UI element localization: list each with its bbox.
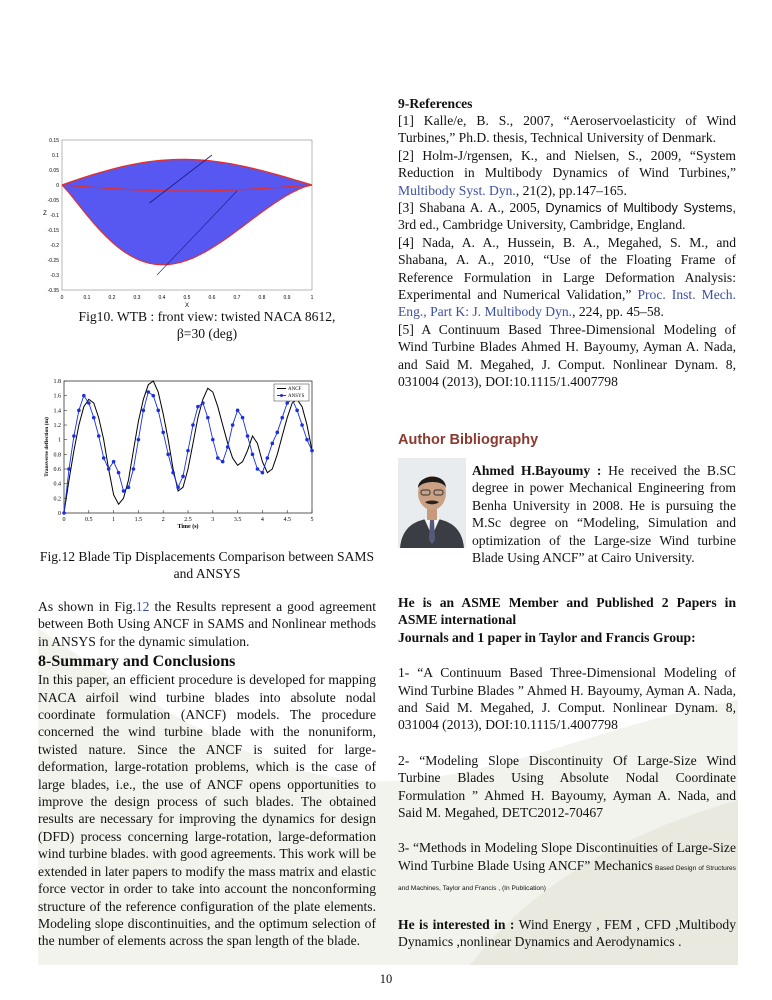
fig12-ansys-point (285, 401, 289, 405)
fig12-ansys-point (295, 409, 299, 413)
fig12-ansys-point (62, 511, 66, 515)
reference-2 (398, 147, 736, 199)
fig10-y-tick-label: 0.15 (49, 138, 59, 144)
publication-3-venue: Based Design of Structures and Machines, Taylor and Francis , (In Publication) (398, 864, 736, 893)
fig10-x-label: X (184, 303, 190, 309)
author-name: Ahmed H.Bayoumy : (472, 463, 602, 478)
fig12-ansys-point (166, 453, 170, 457)
fig12-x-tick-label: 0.5 (85, 517, 93, 523)
fig12-link[interactable]: 12 (135, 599, 150, 614)
fig12-y-tick-label: 0.4 (53, 481, 61, 488)
fig12-x-tick-label: 4 (260, 517, 264, 523)
fig12-ansys-point (137, 438, 141, 442)
reference-3-publisher: 3rd ed., Cambridge University, Cambridge, England. (398, 217, 686, 233)
author-bibliography-heading: Author Bibliography (398, 432, 539, 448)
fig12-x-tick-label: 5 (310, 517, 314, 523)
fig10-y-tick-label: -0.25 (47, 258, 59, 264)
fig10-caption-line2: β=30 (deg) (176, 326, 238, 341)
fig10-y-tick-label: -0.2 (50, 243, 59, 249)
fig10-x-tick-label: 0.9 (283, 295, 291, 301)
fig12-ansys-point (77, 409, 81, 413)
publication-1: 1- “A Continuum Based Three-Dimensional Modeling of Wind Turbine Blades ” Ahmed H. Bayoumy, Ayman A. Nada, and Said M. Megahed, J. Comput. Nonlinear Dynam. 8, 031004 (2013), DOI:10.1115/1.4007798 (398, 665, 736, 733)
fig12-caption-line2: and ANSYS (173, 566, 241, 581)
reference-4-text: [4] Nada, A. A., Hussein, B. A., Megahed, S. M., and Shabana, A. A., 2010, “Use of the Floating Frame of Reference Formulation in Large Deformation Analysis: Experimental and Numerical Validation,” (398, 234, 736, 303)
reference-2-text: [2] Holm-J/rgensen, K., and Nielsen, S., 2009, “System Reduction in Multibody Dynamics of Wind Turbines,” (398, 147, 736, 181)
reference-3 (398, 199, 736, 234)
fig12-x-tick-label: 1.5 (134, 517, 143, 523)
fig12-ansys-point (221, 460, 225, 464)
fig12-plot (40, 376, 365, 536)
fig12-ansys-point (310, 449, 314, 453)
fig12-ansys-point (92, 416, 96, 420)
fig12-x-label: Time (s) (177, 524, 199, 530)
reference-4-pages: , 224, pp. 45–58. (572, 304, 664, 320)
fig10-x-tick-label: 1 (310, 295, 314, 301)
reference-2-pages: , 21(2), pp.147–165. (515, 182, 627, 198)
left-text-block (38, 598, 376, 950)
fig12-ansys-point (226, 445, 230, 449)
fig10-y-label: Z (43, 211, 47, 217)
fig10-x-tick-label: 0.4 (158, 295, 166, 301)
fig12-ansys-point (241, 416, 245, 420)
fig12-ansys-point (261, 471, 265, 475)
fig12-ansys-point (246, 434, 250, 438)
fig12-caption-line1: Fig.12 Blade Tip Displacements Comparison between SAMS (39, 549, 375, 564)
reference-1: [1] Kalle/e, B. S., 2007, “Aeroservoelasticity of Wind Turbines,” Ph.D. thesis, Technical University of Denmark. (398, 113, 736, 146)
fig12-x-tick-label: 1 (112, 517, 116, 523)
fig10-blade-surface (62, 159, 312, 264)
fig12-ansys-point (142, 409, 146, 413)
fig10-x-tick-label: 0.3 (133, 295, 141, 301)
fig12-ansys-point (271, 442, 275, 446)
fig12-ansys-point (300, 423, 304, 427)
fig10-y-tick-label: -0.3 (50, 273, 59, 279)
fig12-ansys-point (216, 456, 220, 460)
asme-line-1: He is an ASME Member and Published 2 Papers in ASME international (398, 595, 736, 628)
fig10-caption-line1: Fig10. WTB : front view: twisted NACA 8612, (78, 309, 336, 324)
asme-line-2: Journals and 1 paper in Taylor and Francis Group: (398, 629, 696, 645)
fig12-ansys-point (151, 394, 155, 398)
fig12-ansys-point (97, 434, 101, 438)
fig12-ansys-point (117, 471, 121, 475)
fig10-x-tick-label: 0.8 (258, 295, 266, 301)
fig10-y-tick-label: -0.1 (50, 213, 59, 219)
fig12-ansys-point (127, 486, 131, 490)
fig12-x-tick-label: 3.5 (233, 517, 242, 523)
fig12-x-tick-label: 0 (62, 517, 66, 523)
fig12-ansys-point (196, 405, 200, 409)
publication-3 (398, 839, 736, 897)
reference-3-text: [3] Shabana A. A., 2005, (398, 200, 546, 216)
fig12-ansys-point (275, 431, 279, 435)
results-text-a: As shown in Fig. (38, 599, 136, 614)
fig12-ansys-point (102, 456, 106, 460)
results-paragraph (38, 598, 376, 650)
fig10-y-tick-label: -0.15 (47, 228, 59, 234)
fig12-y-tick-label: 1.8 (53, 379, 61, 385)
fig12-y-tick-label: 1 (58, 437, 61, 444)
summary-heading: 8-Summary and Conclusions (38, 653, 236, 671)
fig10-y-tick-label: 0.05 (49, 168, 59, 174)
publication-2: 2- “Modeling Slope Discontinuity Of Large-Size Wind Turbine Blades Using Absolute Nodal Coordinate Formulation ” Ahmed H. Bayoumy, Ayman A. Nada, and Said M. Megahed, DETC2012-70467 (398, 752, 736, 821)
fig12-ansys-point (161, 431, 165, 435)
fig12-x-tick-label: 3 (211, 517, 215, 523)
fig12-ansys-point (87, 401, 91, 405)
reference-2-journal-link[interactable]: Multibody Syst. Dyn. (398, 182, 516, 198)
fig12-y-tick-label: 1.6 (53, 393, 61, 400)
fig12-ansys-point (67, 467, 71, 471)
fig10-figure (40, 135, 365, 310)
references-heading: 9-References (398, 96, 473, 111)
fig12-ansys-point (251, 453, 255, 457)
author-photo (398, 458, 466, 548)
fig10-x-tick-label: 0.5 (183, 295, 191, 301)
fig12-y-tick-label: 1.2 (53, 423, 61, 429)
fig12-ansys-point (112, 460, 116, 464)
fig12-ansys-point (211, 438, 215, 442)
fig12-x-tick-label: 4.5 (283, 517, 291, 523)
fig12-ansys-point (280, 416, 284, 420)
interests (398, 916, 736, 951)
fig12-ansys-point (256, 467, 260, 471)
fig12-figure (40, 376, 365, 536)
page-number: 10 (379, 972, 393, 986)
fig12-legend-label: ANCF (288, 387, 302, 392)
fig12-legend-marker (280, 394, 283, 397)
references-section (398, 95, 736, 391)
fig10-plot (40, 135, 365, 310)
fig12-y-tick-label: 0.6 (53, 467, 61, 473)
fig12-y-tick-label: 0.8 (53, 452, 61, 459)
fig12-x-tick-label: 2.5 (184, 517, 192, 523)
fig12-ansys-point (107, 467, 111, 471)
fig12-ansys-point (231, 423, 235, 427)
author-bio-text: He received the B.SC degree in power Mechanical Engineering from Benha University in 2008. He is pursuing the M.Sc degree on “Modeling, Simulation and optimization of the Large-size Wind turbine Blade Using ANCF” at Cairo University. (472, 463, 736, 566)
fig12-ansys-point (176, 486, 180, 490)
fig12-legend-label: ANSYS (288, 394, 305, 399)
reference-5: [5] A Continuum Based Three-Dimensional Modeling of Wind Turbine Blades Ahmed H. Bayoumy, Ayman A. Nada, and Said M. Megahed, J. Comput. Nonlinear Dynam. 8, 031004 (2013), DOI:10.1115/1.4007798 (398, 321, 736, 390)
fig12-ansys-point (156, 409, 160, 413)
fig12-y-tick-label: 1.4 (53, 408, 61, 415)
fig12-ansys-point (82, 394, 86, 398)
fig12-ansys-point (72, 434, 76, 438)
author-publications (398, 594, 736, 951)
fig12-ansys-point (201, 401, 205, 405)
fig10-y-tick-label: 0 (56, 183, 59, 189)
fig12-ansys-point (266, 456, 270, 460)
reference-4 (398, 234, 736, 321)
fig12-ansys-point (132, 467, 136, 471)
fig12-caption (38, 548, 376, 582)
fig12-x-tick-label: 2 (161, 517, 165, 523)
fig12-ansys-point (181, 475, 185, 479)
fig10-x-tick-label: 0.7 (233, 295, 241, 301)
fig10-y-tick-label: -0.05 (47, 198, 59, 204)
fig12-ansys-point (147, 390, 151, 394)
reference-3-book-title: Dynamics of Multibody Systems, (545, 200, 736, 216)
fig12-ansys-point (171, 471, 175, 475)
fig12-ansys-point (122, 489, 126, 493)
fig12-ansys-point (206, 416, 210, 420)
results-text-b: the Results represent a good agreement between Both Using ANCF in SAMS and Nonlinear methods in ANSYS for the dynamic simulation. (38, 599, 377, 649)
fig12-ansys-point (305, 438, 309, 442)
fig10-x-tick-label: 0.6 (208, 295, 216, 301)
publication-3-title: 3- “Methods in Modeling Slope Discontinuities of Large-Size Wind Turbine Blade Using ANCF” Mechanics (398, 840, 736, 873)
fig10-x-tick-label: 0.2 (108, 295, 116, 301)
fig10-y-tick-label: -0.35 (47, 288, 59, 294)
fig12-ansys-point (236, 409, 240, 413)
reference-4-journal-link[interactable]: Proc. Inst. Mech. Eng., Part K: J. Multibody Dyn. (398, 287, 736, 320)
author-bio (472, 462, 736, 566)
fig12-y-tick-label: 0 (58, 511, 61, 517)
fig12-ansys-point (191, 423, 195, 427)
fig12-y-tick-label: 0.2 (53, 496, 61, 503)
fig10-y-tick-label: 0.1 (52, 153, 59, 159)
interests-label: He is interested in : (398, 916, 515, 932)
fig12-ansys-point (186, 449, 190, 453)
fig10-x-tick-label: 0 (60, 295, 64, 301)
fig10-x-tick-label: 0.1 (83, 295, 91, 301)
fig10-caption (38, 308, 376, 342)
interests-text: Wind Energy , FEM , CFD ,Multibody Dynamics ,nonlinear Dynamics and Aerodynamics . (398, 916, 737, 950)
fig12-y-label: Transverse deflection (m) (44, 417, 50, 477)
summary-paragraph: In this paper, an efficient procedure is developed for mapping NACA airfoil wind turbine blades into absolute nodal coordinate formulation (ANCF) models. The procedure concerned the wind turbine blade with the nonuniform, twisted nature. Since the ANCF is suited for large-deformation, large-rotation problems, which is the case of large blades, i.e., the use of ANCF opens opportunities to improve the design process of such blades. The obtained results are necessary for improving the dynamics for design (DFD) process concerning large-rotation, large-deformation wind turbine blades. with good agreements. This work will be extended in later papers to modify the mass matrix and elastic force vector in order to take into account the nonconforming structure of the reference configuration of the plate elements. Modeling slope discontinuities, and the optimum selection of the number of elements across the span length of the blade. (38, 672, 376, 949)
